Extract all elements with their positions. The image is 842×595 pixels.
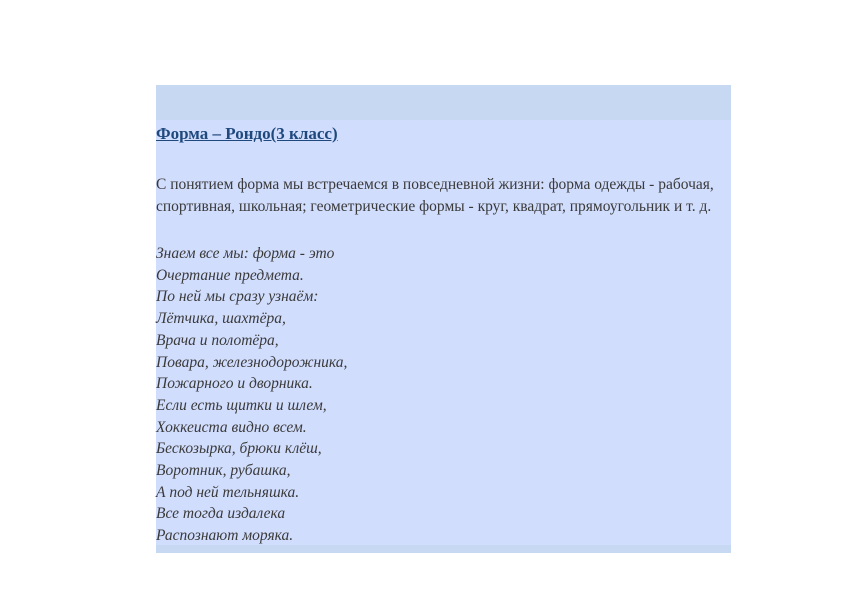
- poem-line: По ней мы сразу узнаём:: [156, 288, 319, 306]
- poem-line: Хоккеиста видно всем.: [156, 418, 307, 436]
- poem-line: Повара, железнодорожника,: [156, 353, 348, 371]
- poem-line: Распознают моряка.: [156, 527, 294, 545]
- document-title: Форма – Рондо(3 класс): [156, 124, 338, 143]
- footer-band: [156, 545, 731, 553]
- poem-line: Воротник, рубашка,: [156, 462, 291, 480]
- poem-line: Очертание предмета.: [156, 266, 304, 284]
- poem-line: Если есть щитки и шлем,: [156, 396, 327, 414]
- intro-paragraph: С понятием форма мы встречаемся в повседневной жизни: форма одежды - рабочая, спортивная, школьная; геометрические формы - круг, квадрат, прямоугольник и т. д.: [156, 176, 714, 215]
- poem-line: Бескозырка, брюки клёш,: [156, 440, 322, 458]
- header-band: [156, 85, 731, 120]
- poem-line: А под ней тельняшка.: [156, 483, 300, 501]
- poem-line: Врача и полотёра,: [156, 331, 279, 349]
- poem-line: Все тогда издалека: [156, 505, 286, 523]
- poem: [156, 243, 347, 547]
- poem-line: Лётчика, шахтёра,: [156, 310, 286, 328]
- poem-line: Пожарного и дворника.: [156, 375, 313, 393]
- content-block: [156, 85, 731, 553]
- poem-line: Знаем все мы: форма - это: [156, 245, 335, 262]
